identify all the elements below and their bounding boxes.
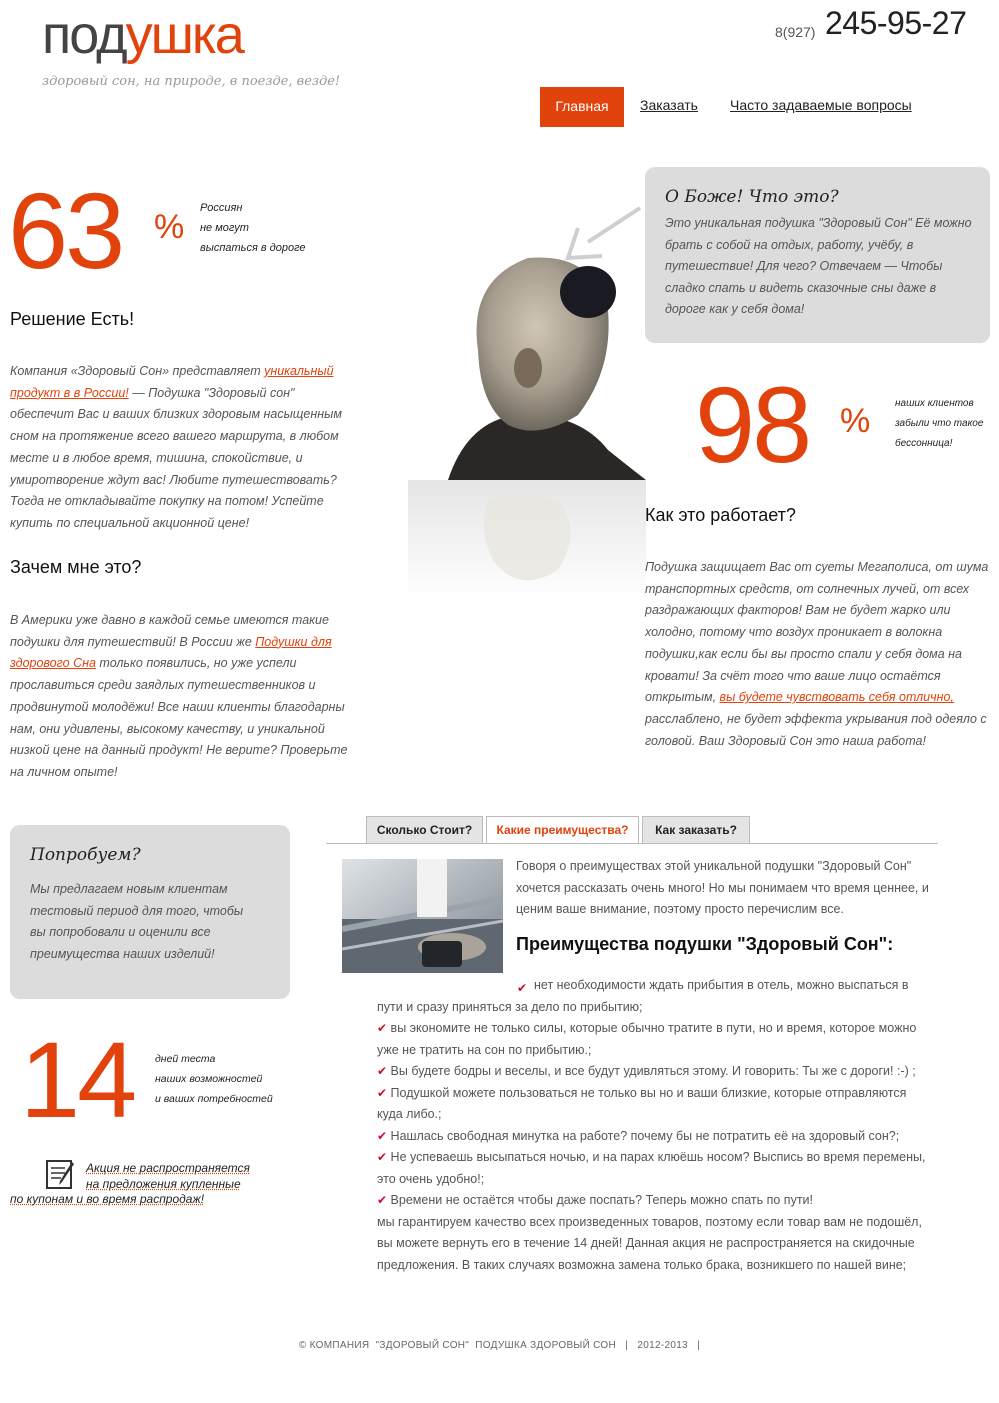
promo-note-line: по купонам и во время распродаж! (10, 1192, 205, 1206)
how-link[interactable]: вы будете чувствовать себя отлично, (719, 690, 954, 705)
guarantee-text: мы гарантируем качество всех произведенных товаров, поэтому если товар вам не подошёл, вы можете вернуть его в течение 14 дней! Данная акция не распространяется на скидочные предложения. В таких случаях возможна замена только брака, возникшего по нашей вине; (377, 1214, 922, 1272)
promo-note-line: Акция не распространяется (86, 1161, 250, 1175)
logo-part-2: ушка (125, 5, 243, 65)
nav-home[interactable]: Главная (540, 87, 624, 127)
why-text-part: только появились, но уже успели прославиться среди заядлых путешественников и продвинутой молодёжи! Все наши клиенты благодарны нам, они удивлены, высокому качеству, и уникальной низкой цене на данный продукт! Не верите? Проверьте на личном опыте! (10, 656, 348, 779)
stat-14-line: и ваших потребностей (155, 1093, 273, 1105)
why-link[interactable]: Подушки для здорового Сна (10, 634, 332, 671)
solution-text-part: — Подушка "Здоровый сон" обеспечит Вас и ваших близких здоровым насыщенным сном на протяжение всего вашего маршрута, в любом месте и в любое время, тишина, спокойствие, и умиротворение ждут вас! Любите путешествовать? Тогда не откладывайте покупку на потом! Успейте купить по специальной акционной цене! (10, 385, 342, 530)
checkmark-icon: ✔ (377, 1193, 388, 1207)
list-item (377, 1190, 927, 1212)
phone-prefix: 8(927) (775, 24, 816, 40)
why-text (10, 610, 350, 784)
list-item (377, 1147, 927, 1190)
checkmark-icon: ✔ (377, 1021, 388, 1035)
checkmark-icon: ✔ (377, 1128, 388, 1143)
stat-63-number: 63 (8, 170, 123, 291)
tab-how-to-order[interactable]: Как заказать? (642, 816, 750, 843)
how-heading: Как это работает? (645, 505, 796, 525)
footer: © КОМПАНИЯ "ЗДОРОВЫЙ СОН" ПОДУШКА ЗДОРОВЫЙ СОН | 2012-2013 | (298, 1340, 701, 1351)
bubble-what-text: Это уникальная подушка "Здоровый Сон" Её можно брать с собой на отдых, работу, учёбу, в путешествие! Для чего? Отвечаем — Чтобы сладко спать и видеть сказочные сны даже в дороге как у себя дома! (665, 216, 972, 316)
stat-63-line: не могут (200, 222, 249, 234)
list-item-text: Подушкой можете пользоваться не только вы но и ваши близкие, которые отправляются куда либо.; (377, 1085, 907, 1121)
stat-63-line: Россиян (200, 202, 243, 214)
nav-order[interactable]: Заказать (640, 97, 698, 113)
bubble-try (10, 825, 290, 999)
site-logo[interactable] (42, 2, 243, 68)
tab-price[interactable]: Сколько Стоит? (366, 816, 483, 843)
list-item (377, 1126, 927, 1148)
benefits-heading: Преимущества подушки "Здоровый Сон": (516, 934, 894, 954)
checkmark-icon: ✔ (517, 981, 528, 995)
stat-14-note (155, 1049, 273, 1109)
list-item (377, 975, 927, 1018)
list-item-text: вы экономите не только силы, которые обычно тратите в пути, но и время, которое можно уже не тратить на сон по прибытию.; (377, 1021, 917, 1057)
list-item (377, 1083, 927, 1126)
phone-number: 245-95-27 (825, 5, 967, 41)
nav-faq[interactable]: Часто задаваемые вопросы (730, 97, 912, 113)
tab-divider (326, 843, 938, 844)
benefits-list-rest (377, 1018, 927, 1276)
checkmark-icon: ✔ (377, 1085, 388, 1100)
promo-note-lines (86, 1160, 250, 1192)
how-text-part: Подушка защищает Вас от суеты Мегаполиса, от шума транспортных средств, от солнечных лучей, от всех раздражающих факторов! Вам не будет жарко или холодно, потому что воздух проникает в волокна подушки,как если бы вы просто спали у себя дома на кровати! За счёт того что ваше лицо остаётся открытым, (645, 560, 989, 705)
list-item-text: Не успеваешь высыпаться ночью, и на парах клюёшь носом? Выспись во время перемены, это очень удобно!; (377, 1150, 926, 1186)
list-item-text: нет необходимости ждать прибытия в отель, можно выспаться в пути и сразу приняться за дело по прибытию; (377, 978, 909, 1014)
how-text (645, 557, 993, 752)
edit-note-icon (44, 1158, 78, 1190)
why-text-part: В Америки уже давно в каждой семье имеются такие подушки для путешествий! В России же (10, 613, 329, 649)
promo-note-line: на предложения купленные (86, 1177, 241, 1191)
stat-98-line: бессонница! (895, 438, 953, 449)
list-item-text: Нашлась свободная минутка на работе? почему бы не потратить её на здоровый сон?; (390, 1128, 900, 1143)
stat-63-line: выспаться в дороге (200, 242, 306, 254)
tab-benefits[interactable]: Какие преимущества? (486, 816, 639, 844)
list-item (377, 1061, 927, 1083)
solution-link[interactable]: уникальный продукт в в России! (10, 364, 334, 400)
logo-part-1: под (42, 5, 126, 65)
stat-98-line: наших клиентов (895, 398, 974, 409)
stat-63-note (200, 198, 306, 258)
solution-text (10, 361, 350, 535)
bubble-what-title: О Боже! Что это? (665, 187, 839, 207)
traveler-photo (342, 859, 503, 973)
stat-98-percent: % (840, 402, 871, 440)
product-illustration (408, 200, 646, 600)
checkmark-icon: ✔ (377, 1064, 388, 1078)
stat-63-percent: % (154, 208, 185, 246)
list-item-text: Времени не остаётся чтобы даже поспать? Теперь можно спать по пути! (390, 1193, 814, 1207)
solution-text-part: Компания «Здоровый Сон» представляет (10, 364, 265, 378)
benefits-list-body (377, 975, 927, 1018)
bubble-try-title: Попробуем? (30, 845, 141, 865)
stat-14-number: 14 (20, 1019, 135, 1140)
why-heading: Зачем мне это? (10, 557, 142, 577)
stat-98-line: забыли что такое (895, 418, 984, 429)
stat-14-line: наших возможностей (155, 1073, 263, 1085)
checkmark-icon: ✔ (377, 1150, 388, 1164)
list-item-text: Вы будете бодры и веселы, и все будут удивляться этому. И говорить: Ты же с дороги! :-) ; (390, 1064, 916, 1078)
bubble-what (645, 167, 990, 343)
stat-98-number: 98 (695, 364, 810, 485)
tagline: здоровый сон, на природе, в поезде, везде! (42, 74, 341, 89)
list-item (377, 1018, 927, 1061)
stat-14-line: дней теста (155, 1053, 216, 1065)
solution-heading: Решение Есть! (10, 309, 135, 329)
benefits-intro: Говоря о преимуществах этой уникальной подушки "Здоровый Сон" хочется рассказать очень много! Но мы понимаем что время ценнее, и ценим ваше внимание, поэтому просто перечислим все. (516, 859, 929, 916)
pillow-head-image (408, 200, 646, 600)
how-text-part: расслаблено, не будет эффекта укрывания под одеяло с головой. Ваш Здоровый Сон это наша работа! (645, 711, 987, 748)
stat-98-note (895, 394, 983, 454)
bubble-try-text: Мы предлагаем новым клиентам тестовый период для того, чтобы вы попробовали и оценили все преимущества наших изделий! (30, 882, 244, 961)
